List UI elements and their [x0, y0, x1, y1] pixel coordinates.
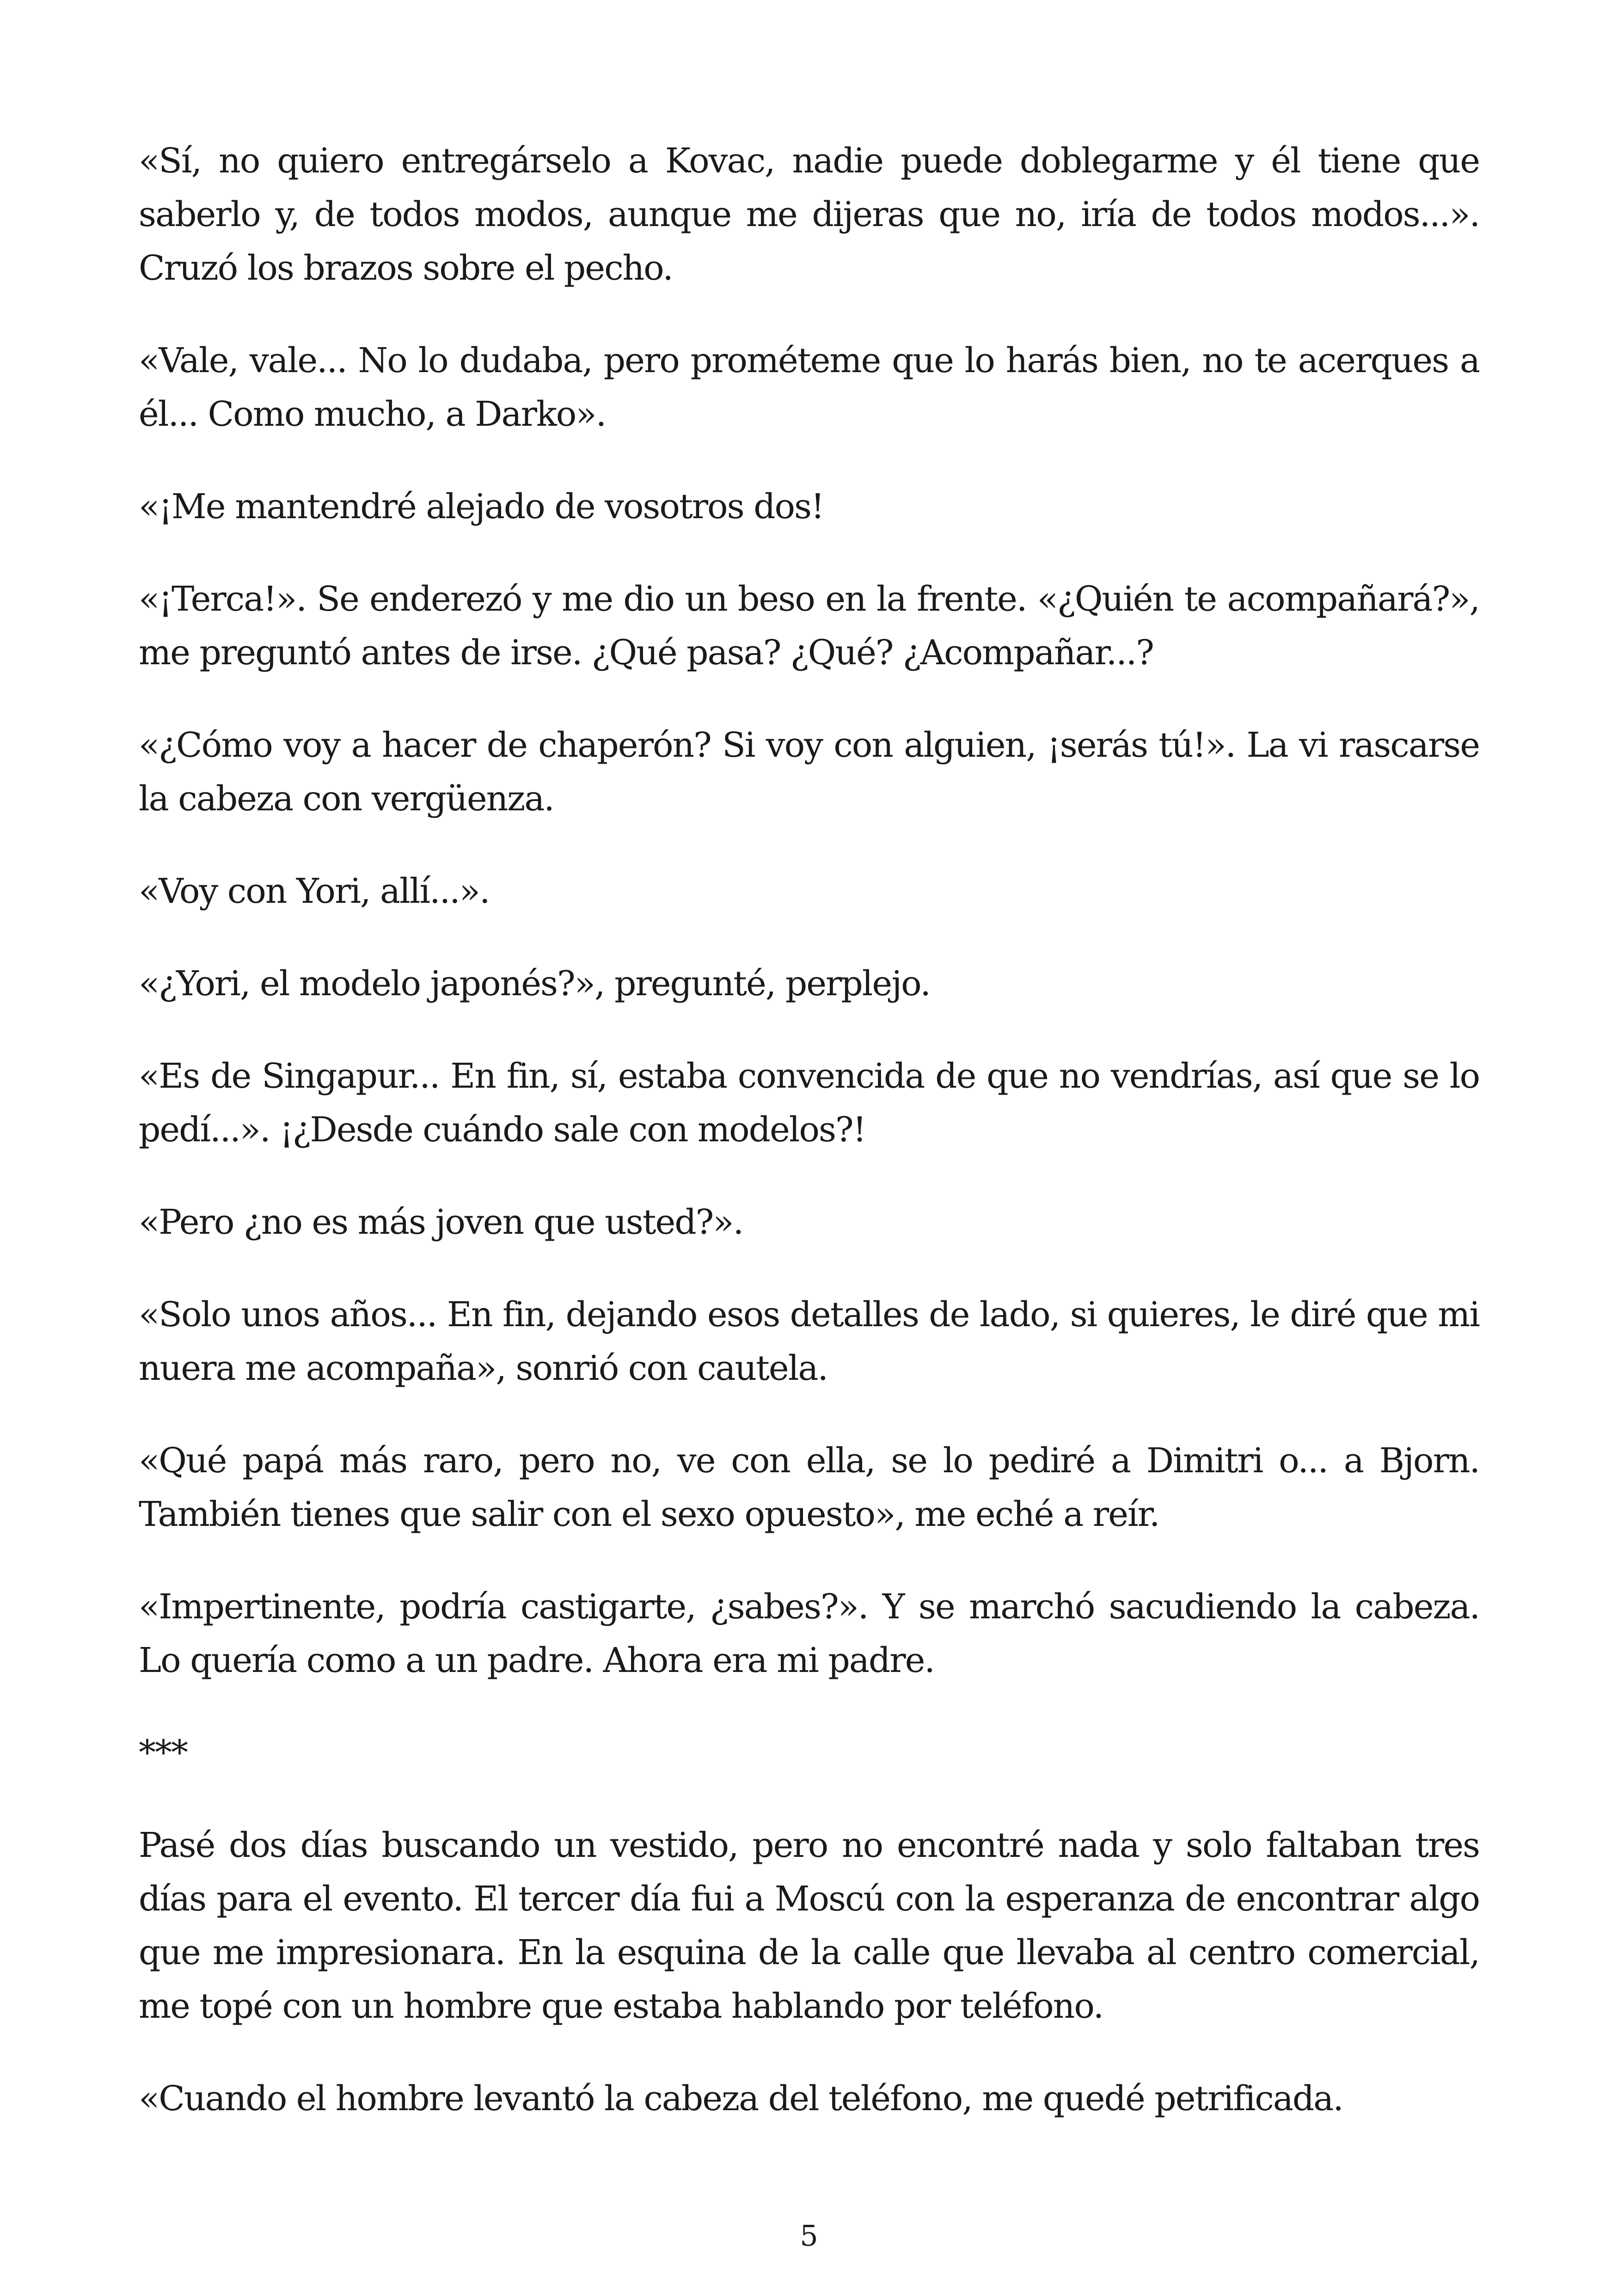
paragraph: «¡Terca!». Se enderezó y me dio un beso en la frente. «¿Quién te acompañará?», me preguntó antes de irse. ¿Qué pasa? ¿Qué? ¿Acompañar...? — [139, 579, 1479, 673]
paragraph: «Es de Singapur... En fin, sí, estaba convencida de que no vendrías, así que se lo pedí...». ¡¿Desde cuándo sale con modelos?! — [139, 1056, 1479, 1150]
paragraph: «¿Cómo voy a hacer de chaperón? Si voy con alguien, ¡serás tú!». La vi rascarse la cabeza con vergüenza. — [139, 725, 1479, 819]
page-number: 5 — [800, 2219, 818, 2253]
section-separator: *** — [139, 1733, 187, 1773]
paragraph: «Solo unos años... En fin, dejando esos detalles de lado, si quieres, le diré que mi nuera me acompaña», sonrió con cautela. — [139, 1295, 1479, 1388]
paragraph: «Impertinente, podría castigarte, ¿sabes?». Y se marchó sacudiendo la cabeza. Lo quería como a un padre. Ahora era mi padre. — [139, 1587, 1479, 1680]
paragraph: «Sí, no quiero entregárselo a Kovac, nadie puede doblegarme y él tiene que saberlo y, de todos modos, aunque me dijeras que no, iría de todos modos...». Cruzó los brazos sobre el pecho. — [139, 141, 1479, 288]
paragraph: «¡Me mantendré alejado de vosotros dos! — [139, 487, 824, 527]
paragraph: «¿Yori, el modelo japonés?», pregunté, perplejo. — [139, 964, 930, 1004]
text-body — [139, 134, 1479, 2164]
paragraph: «Voy con Yori, allí...». — [139, 871, 490, 911]
paragraph: «Cuando el hombre levantó la cabeza del teléfono, me quedé petrificada. — [139, 2079, 1343, 2118]
paragraph: «Pero ¿no es más joven que usted?». — [139, 1202, 743, 1242]
paragraph: «Vale, vale... No lo dudaba, pero prométeme que lo harás bien, no te acerques a él... Como mucho, a Darko». — [139, 341, 1479, 434]
paragraph: Pasé dos días buscando un vestido, pero no encontré nada y solo faltaban tres días para el evento. El tercer día fui a Moscú con la esperanza de encontrar algo que me impresionara. En la esquina de la calle que llevaba al centro comercial, me topé con un hombre que estaba hablando por teléfono. — [139, 1825, 1479, 2026]
paragraph: «Qué papá más raro, pero no, ve con ella, se lo pediré a Dimitri o... a Bjorn. También tienes que salir con el sexo opuesto», me eché a reír. — [139, 1441, 1479, 1534]
